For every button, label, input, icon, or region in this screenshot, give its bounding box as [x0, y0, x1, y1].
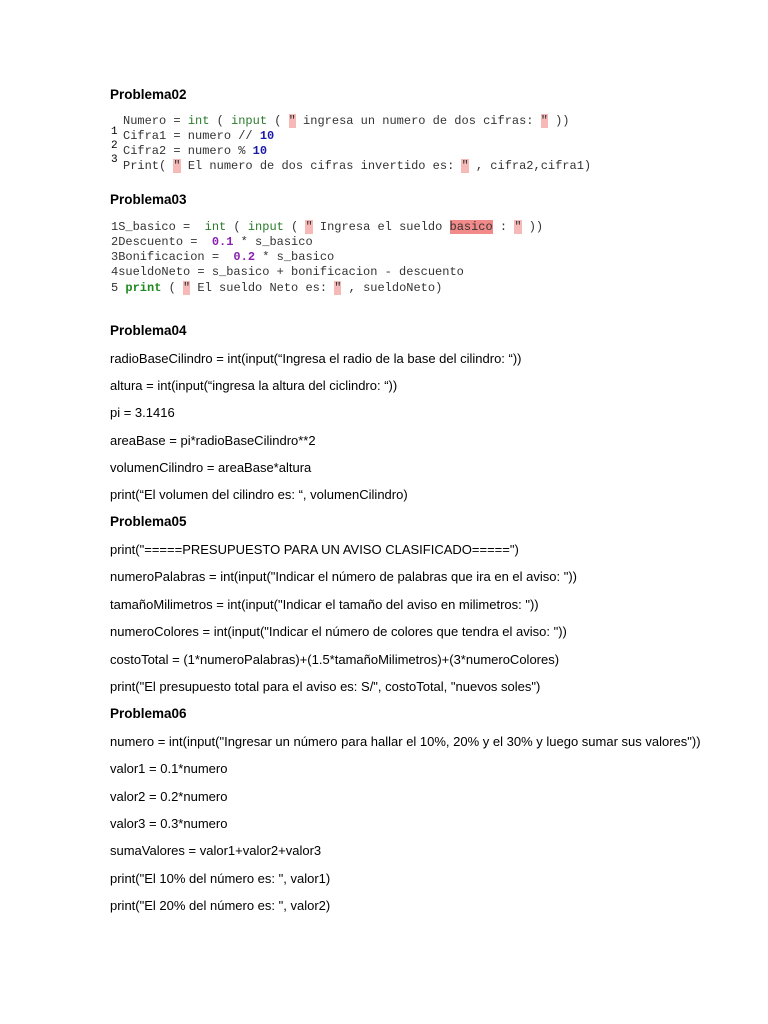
p06-code-line: valor3 = 0.3*numero	[110, 816, 228, 831]
p06-code-line: print("El 20% del número es: ", valor2)	[110, 898, 331, 913]
p06-code-line: valor2 = 0.2*numero	[110, 789, 228, 804]
p05-code-line: numeroColores = int(input("Indicar el número de colores que tendra el aviso: "))	[110, 624, 567, 639]
p03-code-line: 3Bonificacion = 0.2 * s_basico	[111, 250, 335, 264]
p05-code-line: print("El presupuesto total para el aviso es: S/", costoTotal, "nuevos soles")	[110, 679, 541, 694]
p02-line-number-3: 3	[111, 154, 118, 166]
p04-code-line: volumenCilindro = areaBase*altura	[110, 460, 312, 475]
p05-code-line: costoTotal = (1*numeroPalabras)+(1.5*tamañoMilimetros)+(3*numeroColores)	[110, 652, 560, 667]
p04-code-line: areaBase = pi*radioBaseCilindro**2	[110, 433, 316, 448]
p04-code-line: altura = int(input(“ingresa la altura del ciclindro: “))	[110, 378, 398, 393]
p03-code-line: 2Descuento = 0.1 * s_basico	[111, 235, 313, 249]
p05-code-line: print("=====PRESUPUESTO PARA UN AVISO CLASIFICADO=====")	[110, 542, 519, 557]
p06-code-line: print("El 10% del número es: ", valor1)	[110, 871, 331, 886]
p06-code-line: sumaValores = valor1+valor2+valor3	[110, 843, 322, 858]
p05-code-line: tamañoMilimetros = int(input("Indicar el tamaño del aviso en milimetros: "))	[110, 597, 539, 612]
p02-code-line: Cifra1 = numero // 10	[123, 129, 275, 143]
p02-code-line: Numero = int ( input ( " ingresa un numero de dos cifras: " ))	[123, 114, 570, 128]
p02-line-number-2: 2	[111, 140, 118, 152]
p03-code-line: 1S_basico = int ( input ( " Ingresa el sueldo basico : " ))	[111, 220, 544, 234]
problem02-heading: Problema02	[110, 87, 187, 102]
p03-code-line: 5 print ( " El sueldo Neto es: " , sueldoNeto)	[111, 281, 443, 295]
p04-code-line: radioBaseCilindro = int(input(“Ingresa el radio de la base del cilindro: “))	[110, 351, 522, 366]
p02-code-line: Print( " El numero de dos cifras invertido es: " , cifra2,cifra1)	[123, 159, 592, 173]
problem06-heading: Problema06	[110, 706, 187, 721]
p04-code-line: pi = 3.1416	[110, 405, 175, 420]
problem05-heading: Problema05	[110, 514, 187, 529]
problem03-heading: Problema03	[110, 192, 187, 207]
p02-code-line: Cifra2 = numero % 10	[123, 144, 268, 158]
p06-code-line: numero = int(input("Ingresar un número para hallar el 10%, 20% y el 30% y luego sumar sus valores"))	[110, 734, 701, 749]
p03-code-line: 4sueldoNeto = s_basico + bonificacion - descuento	[111, 265, 464, 279]
p06-code-line: valor1 = 0.1*numero	[110, 761, 228, 776]
p04-code-line: print(“El volumen del cilindro es: “, volumenCilindro)	[110, 487, 408, 502]
p05-code-line: numeroPalabras = int(input("Indicar el número de palabras que ira en el aviso: "))	[110, 569, 578, 584]
problem04-heading: Problema04	[110, 323, 187, 338]
p02-line-number-1: 1	[111, 126, 118, 138]
